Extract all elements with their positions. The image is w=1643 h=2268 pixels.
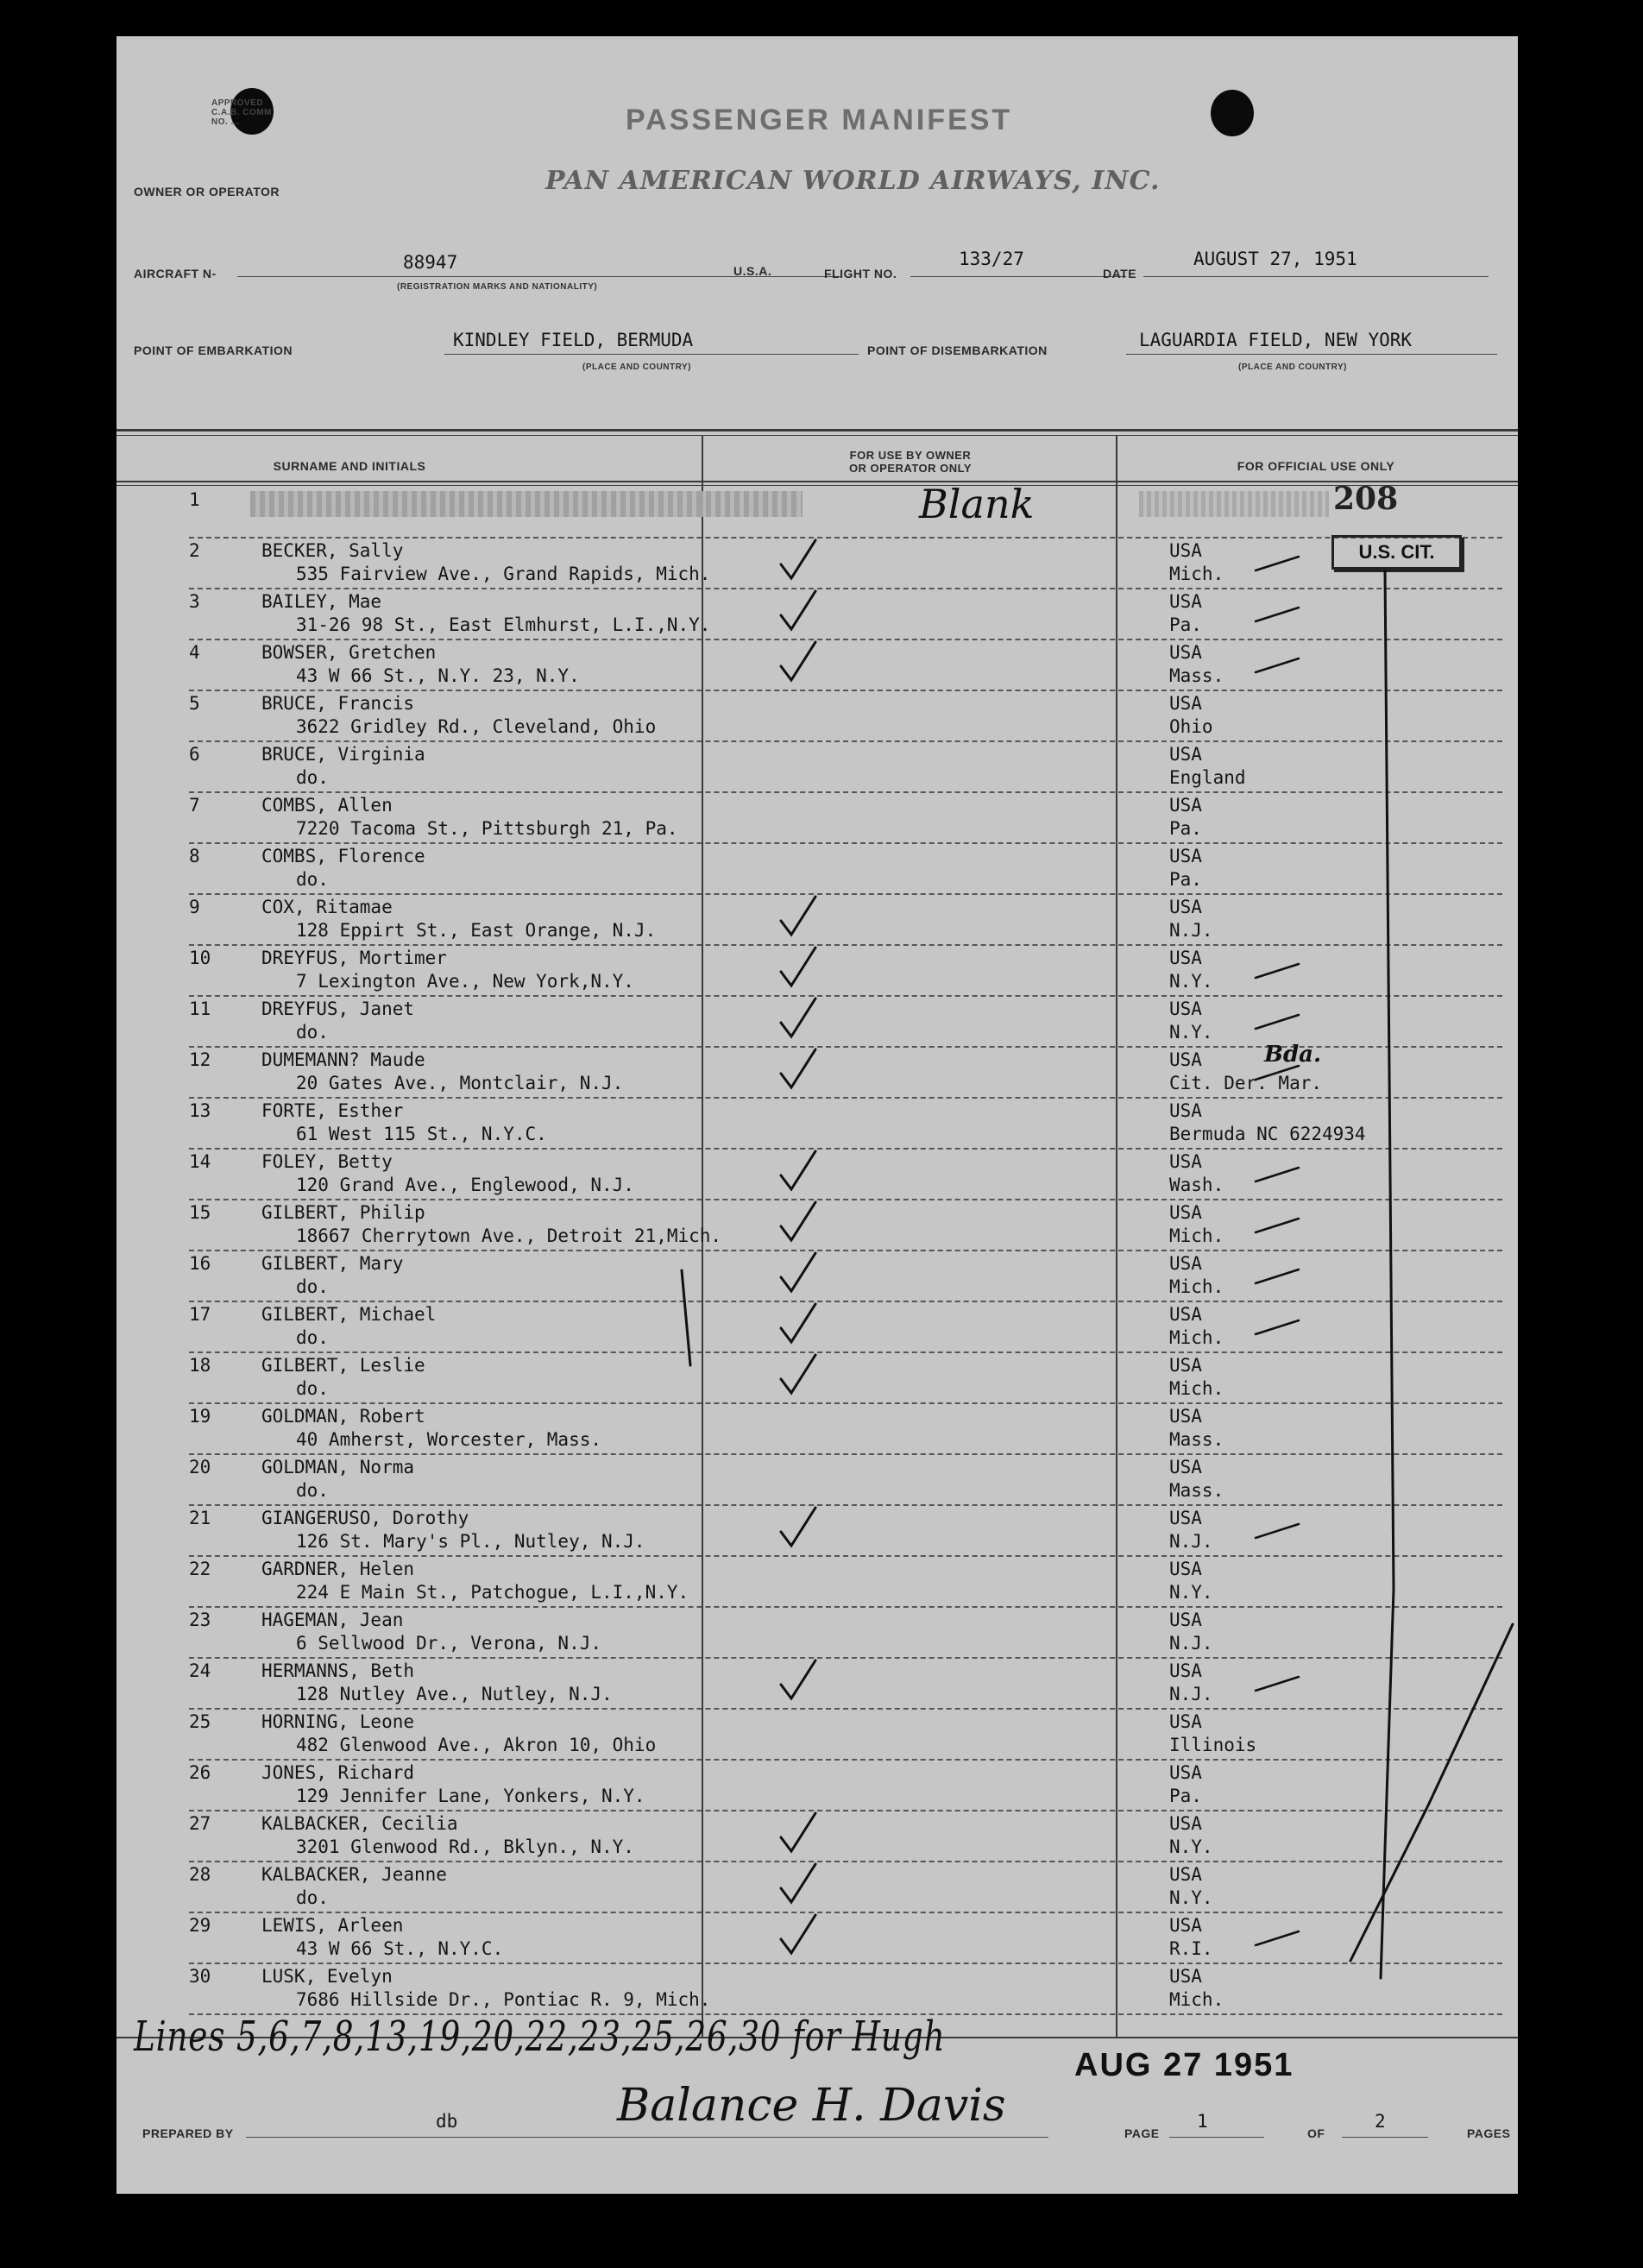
blank-annotation: Blank xyxy=(919,481,1035,527)
passenger-nationality: USA xyxy=(1169,1762,1202,1783)
passenger-address: 6 Sellwood Dr., Verona, N.J. xyxy=(296,1633,602,1654)
passenger-residence: Mass. xyxy=(1169,1480,1224,1501)
usa-label: U.S.A. xyxy=(733,264,772,278)
page-number: 1 xyxy=(1197,2111,1208,2132)
passenger-nationality: USA xyxy=(1169,1711,1202,1732)
passenger-address: do. xyxy=(296,1480,329,1501)
tick-dash-icon xyxy=(1256,1066,1299,1080)
passenger-address: do. xyxy=(296,869,329,890)
passenger-nationality: USA xyxy=(1169,1406,1202,1427)
of-label: OF xyxy=(1307,2126,1325,2140)
page-label: PAGE xyxy=(1124,2126,1160,2140)
row-number: 9 xyxy=(189,897,200,917)
disembark-label: POINT OF DISEMBARKATION xyxy=(867,343,1048,357)
passenger-residence: Pa. xyxy=(1169,818,1202,839)
row-number: 30 xyxy=(189,1966,211,1987)
passenger-nationality: USA xyxy=(1169,948,1202,968)
passenger-nationality: USA xyxy=(1169,1966,1202,1987)
row-number: 10 xyxy=(189,948,211,968)
date-stamp: AUG 27 1951 xyxy=(1074,2047,1294,2083)
flight-date: AUGUST 27, 1951 xyxy=(1193,249,1357,269)
check-mark-icon xyxy=(781,1915,815,1953)
passenger-address: 128 Eppirt St., East Orange, N.J. xyxy=(296,920,657,941)
passenger-name: GILBERT, Philip xyxy=(261,1202,425,1223)
passenger-address: 482 Glenwood Ave., Akron 10, Ohio xyxy=(296,1735,657,1755)
passenger-name: KALBACKER, Cecilia xyxy=(261,1813,458,1834)
row-number: 26 xyxy=(189,1762,211,1783)
passenger-address: do. xyxy=(296,1276,329,1297)
passenger-nationality: USA xyxy=(1169,1660,1202,1681)
page-title: PASSENGER MANIFEST xyxy=(626,104,1013,136)
row-number: 4 xyxy=(189,642,200,663)
passenger-residence: N.J. xyxy=(1169,1531,1213,1552)
passenger-nationality: USA xyxy=(1169,1864,1202,1885)
passenger-residence: N.Y. xyxy=(1169,1836,1213,1857)
passenger-name: HORNING, Leone xyxy=(261,1711,415,1732)
passenger-residence: N.J. xyxy=(1169,1633,1213,1654)
embark-caption: (PLACE AND COUNTRY) xyxy=(582,362,691,372)
passenger-residence: Mass. xyxy=(1169,1429,1224,1450)
passenger-residence: N.Y. xyxy=(1169,1887,1213,1908)
passenger-address: 128 Nutley Ave., Nutley, N.J. xyxy=(296,1684,613,1704)
row-number: 18 xyxy=(189,1355,211,1376)
row-number: 25 xyxy=(189,1711,211,1732)
passenger-address: 535 Fairview Ave., Grand Rapids, Mich. xyxy=(296,564,711,584)
passenger-name: COX, Ritamae xyxy=(261,897,393,917)
diagonal-stroke-icon xyxy=(1350,1624,1513,1961)
passenger-name: HERMANNS, Beth xyxy=(261,1660,415,1681)
passenger-address: do. xyxy=(296,767,329,788)
passenger-address: 43 W 66 St., N.Y. 23, N.Y. xyxy=(296,665,580,686)
passenger-address: 43 W 66 St., N.Y.C. xyxy=(296,1938,504,1959)
row-number: 27 xyxy=(189,1813,211,1834)
passenger-residence: Mich. xyxy=(1169,564,1224,584)
passenger-nationality: USA xyxy=(1169,540,1202,561)
disembark-place: LAGUARDIA FIELD, NEW YORK xyxy=(1139,330,1413,350)
row-number: 2 xyxy=(189,540,200,561)
count-annotation: 208 xyxy=(1333,481,1399,517)
passenger-name: GIANGERUSO, Dorothy xyxy=(261,1508,469,1528)
passenger-residence: Pa. xyxy=(1169,614,1202,635)
col-owner-use: FOR USE BY OWNER OR OPERATOR ONLY xyxy=(848,449,973,475)
row-number: 7 xyxy=(189,795,200,816)
passenger-nationality: USA xyxy=(1169,1610,1202,1630)
flight-number: 133/27 xyxy=(959,249,1024,269)
tick-dash-icon xyxy=(1256,1015,1299,1029)
passenger-name: BOWSER, Gretchen xyxy=(261,642,437,663)
passenger-name: COMBS, Allen xyxy=(261,795,393,816)
passenger-address: 31-26 98 St., East Elmhurst, L.I.,N.Y. xyxy=(296,614,711,635)
prepared-by: db xyxy=(436,2111,458,2132)
passenger-residence: N.Y. xyxy=(1169,1582,1213,1603)
row-number: 14 xyxy=(189,1151,211,1172)
check-mark-icon xyxy=(781,591,815,629)
row-number: 3 xyxy=(189,591,200,612)
row-number: 21 xyxy=(189,1508,211,1528)
passenger-name: COMBS, Florence xyxy=(261,846,425,866)
passenger-address: 7686 Hillside Dr., Pontiac R. 9, Mich. xyxy=(296,1989,711,2010)
check-mark-icon xyxy=(781,1049,815,1087)
pages-label: PAGES xyxy=(1467,2126,1511,2140)
passenger-nationality: USA xyxy=(1169,1253,1202,1274)
prepared-label: PREPARED BY xyxy=(142,2126,234,2140)
passenger-name: GILBERT, Leslie xyxy=(261,1355,425,1376)
check-mark-icon xyxy=(781,1813,815,1851)
check-mark-icon xyxy=(781,999,815,1036)
passenger-address: 40 Amherst, Worcester, Mass. xyxy=(296,1429,602,1450)
passenger-nationality: USA xyxy=(1169,1915,1202,1936)
passenger-nationality: USA xyxy=(1169,591,1202,612)
balance-note: Balance H. Davis xyxy=(617,2080,1006,2132)
passenger-address: 7220 Tacoma St., Pittsburgh 21, Pa. xyxy=(296,818,678,839)
row-number: 1 xyxy=(189,489,200,510)
passenger-address: 61 West 115 St., N.Y.C. xyxy=(296,1124,547,1144)
passenger-residence: Pa. xyxy=(1169,1786,1202,1806)
passenger-address: 7 Lexington Ave., New York,N.Y. xyxy=(296,971,634,992)
tick-dash-icon xyxy=(1256,1269,1299,1283)
lines-note: Lines 5,6,7,8,13,19,20,22,23,25,26,30 for Hugh xyxy=(134,2013,946,2061)
us-citizen-stamp: U.S. CIT. xyxy=(1331,535,1462,570)
passenger-name: BAILEY, Mae xyxy=(261,591,382,612)
tick-dash-icon xyxy=(1256,658,1299,672)
vertical-stroke-icon xyxy=(1381,571,1394,1978)
passenger-name: DREYFUS, Janet xyxy=(261,999,415,1019)
check-mark-icon xyxy=(781,1304,815,1342)
bracket-stroke-icon xyxy=(682,1270,690,1365)
passenger-name: DUMEMANN? Maude xyxy=(261,1049,425,1070)
row-number: 13 xyxy=(189,1100,211,1121)
tick-dash-icon xyxy=(1256,557,1299,570)
passenger-residence: Ohio xyxy=(1169,716,1213,737)
col-surname: SURNAME AND INITIALS xyxy=(273,459,426,473)
passenger-name: FORTE, Esther xyxy=(261,1100,404,1121)
row-number: 29 xyxy=(189,1915,211,1936)
passenger-nationality: USA xyxy=(1169,1355,1202,1376)
tick-dash-icon xyxy=(1256,1677,1299,1691)
passenger-residence: Bermuda NC 6224934 xyxy=(1169,1124,1366,1144)
passenger-residence: Pa. xyxy=(1169,869,1202,890)
passenger-residence: England xyxy=(1169,767,1246,788)
row-number: 17 xyxy=(189,1304,211,1325)
embark-place: KINDLEY FIELD, BERMUDA xyxy=(453,330,694,350)
passenger-residence: Mich. xyxy=(1169,1225,1224,1246)
passenger-name: BRUCE, Francis xyxy=(261,693,415,714)
passenger-residence: Mich. xyxy=(1169,1327,1224,1348)
passenger-nationality: USA xyxy=(1169,1202,1202,1223)
passenger-nationality: USA xyxy=(1169,897,1202,917)
passenger-nationality: USA xyxy=(1169,1813,1202,1834)
passenger-address: 129 Jennifer Lane, Yonkers, N.Y. xyxy=(296,1786,645,1806)
passenger-name: DREYFUS, Mortimer xyxy=(261,948,447,968)
passenger-nationality: USA xyxy=(1169,1304,1202,1325)
passenger-nationality: USA xyxy=(1169,642,1202,663)
passenger-residence: N.Y. xyxy=(1169,1022,1213,1043)
passenger-nationality: USA xyxy=(1169,1049,1202,1070)
passenger-nationality: USA xyxy=(1169,999,1202,1019)
passenger-residence: N.J. xyxy=(1169,1684,1213,1704)
passenger-nationality: USA xyxy=(1169,744,1202,765)
passenger-name: GILBERT, Mary xyxy=(261,1253,404,1274)
tick-dash-icon xyxy=(1256,1219,1299,1232)
manifest-sheet xyxy=(116,36,1518,2194)
passenger-address: 224 E Main St., Patchogue, L.I.,N.Y. xyxy=(296,1582,689,1603)
check-mark-icon xyxy=(781,642,815,680)
col-official: FOR OFFICIAL USE ONLY xyxy=(1237,459,1395,473)
passenger-address: 3201 Glenwood Rd., Bklyn., N.Y. xyxy=(296,1836,634,1857)
check-mark-icon xyxy=(781,1508,815,1546)
passenger-residence: Cit. Der. Mar. xyxy=(1169,1073,1323,1093)
row-number: 8 xyxy=(189,846,200,866)
aircraft-number: 88947 xyxy=(403,252,458,273)
row-number: 16 xyxy=(189,1253,211,1274)
passenger-nationality: USA xyxy=(1169,1457,1202,1477)
tick-dash-icon xyxy=(1256,1524,1299,1538)
row-number: 12 xyxy=(189,1049,211,1070)
passenger-residence: Wash. xyxy=(1169,1175,1224,1195)
row-number: 20 xyxy=(189,1457,211,1477)
registration-caption: (REGISTRATION MARKS AND NATIONALITY) xyxy=(397,282,598,292)
passenger-name: LUSK, Evelyn xyxy=(261,1966,393,1987)
passenger-address: do. xyxy=(296,1887,329,1908)
passenger-name: BECKER, Sally xyxy=(261,540,404,561)
passenger-address: 126 St. Mary's Pl., Nutley, N.J. xyxy=(296,1531,645,1552)
passenger-name: GOLDMAN, Norma xyxy=(261,1457,415,1477)
passenger-name: FOLEY, Betty xyxy=(261,1151,393,1172)
passenger-nationality: USA xyxy=(1169,1508,1202,1528)
passenger-residence: N.Y. xyxy=(1169,971,1213,992)
passenger-name: GOLDMAN, Robert xyxy=(261,1406,425,1427)
check-mark-icon xyxy=(781,1660,815,1698)
passenger-residence: Mich. xyxy=(1169,1989,1224,2010)
passenger-name: HAGEMAN, Jean xyxy=(261,1610,404,1630)
check-mark-icon xyxy=(781,1202,815,1240)
passenger-name: BRUCE, Virginia xyxy=(261,744,425,765)
passenger-residence: N.J. xyxy=(1169,920,1213,941)
passenger-name: KALBACKER, Jeanne xyxy=(261,1864,447,1885)
embark-label: POINT OF EMBARKATION xyxy=(134,343,293,357)
check-mark-icon xyxy=(781,1253,815,1291)
passenger-nationality: USA xyxy=(1169,1151,1202,1172)
date-label: DATE xyxy=(1103,267,1137,280)
approval-stamp: APPROVED C.A.B. COMM NO. ... xyxy=(211,98,272,127)
passenger-name: GILBERT, Michael xyxy=(261,1304,437,1325)
row-number: 11 xyxy=(189,999,211,1019)
passenger-nationality: USA xyxy=(1169,693,1202,714)
passenger-nationality: USA xyxy=(1169,795,1202,816)
passenger-name: JONES, Richard xyxy=(261,1762,415,1783)
total-pages: 2 xyxy=(1375,2111,1386,2132)
row-number: 28 xyxy=(189,1864,211,1885)
operator-name: PAN AMERICAN WORLD AIRWAYS, INC. xyxy=(545,166,1161,196)
row-number: 23 xyxy=(189,1610,211,1630)
passenger-nationality: USA xyxy=(1169,1559,1202,1579)
row-number: 15 xyxy=(189,1202,211,1223)
owner-label: OWNER OR OPERATOR xyxy=(134,185,280,198)
tick-dash-icon xyxy=(1256,1320,1299,1334)
flight-label: FLIGHT NO. xyxy=(824,267,897,280)
tick-dash-icon xyxy=(1256,1931,1299,1945)
passenger-name: GARDNER, Helen xyxy=(261,1559,415,1579)
tick-dash-icon xyxy=(1256,964,1299,978)
check-mark-icon xyxy=(781,897,815,935)
row-number: 22 xyxy=(189,1559,211,1579)
passenger-address: 120 Grand Ave., Englewood, N.J. xyxy=(296,1175,634,1195)
passenger-address: 20 Gates Ave., Montclair, N.J. xyxy=(296,1073,624,1093)
passenger-nationality: USA xyxy=(1169,1100,1202,1121)
passenger-residence: Mich. xyxy=(1169,1276,1224,1297)
bda-annotation: Bda. xyxy=(1264,1042,1322,1068)
row-number: 24 xyxy=(189,1660,211,1681)
passenger-address: 18667 Cherrytown Ave., Detroit 21,Mich. xyxy=(296,1225,722,1246)
row-number: 19 xyxy=(189,1406,211,1427)
tick-dash-icon xyxy=(1256,1168,1299,1181)
aircraft-label: AIRCRAFT N- xyxy=(134,267,217,280)
check-mark-icon xyxy=(781,1151,815,1189)
passenger-address: 3622 Gridley Rd., Cleveland, Ohio xyxy=(296,716,657,737)
check-mark-icon xyxy=(781,1864,815,1902)
check-mark-icon xyxy=(781,1355,815,1393)
row-number: 6 xyxy=(189,744,200,765)
check-mark-icon xyxy=(781,948,815,986)
passenger-name: LEWIS, Arleen xyxy=(261,1915,404,1936)
tick-dash-icon xyxy=(1256,608,1299,621)
disembark-caption: (PLACE AND COUNTRY) xyxy=(1238,362,1347,372)
row-number: 5 xyxy=(189,693,200,714)
passenger-address: do. xyxy=(296,1327,329,1348)
passenger-residence: Mass. xyxy=(1169,665,1224,686)
passenger-residence: Illinois xyxy=(1169,1735,1257,1755)
check-mark-icon xyxy=(781,540,815,578)
passenger-nationality: USA xyxy=(1169,846,1202,866)
passenger-residence: Mich. xyxy=(1169,1378,1224,1399)
handwritten-marks xyxy=(116,36,1518,2194)
passenger-residence: R.I. xyxy=(1169,1938,1213,1959)
passenger-address: do. xyxy=(296,1378,329,1399)
passenger-address: do. xyxy=(296,1022,329,1043)
